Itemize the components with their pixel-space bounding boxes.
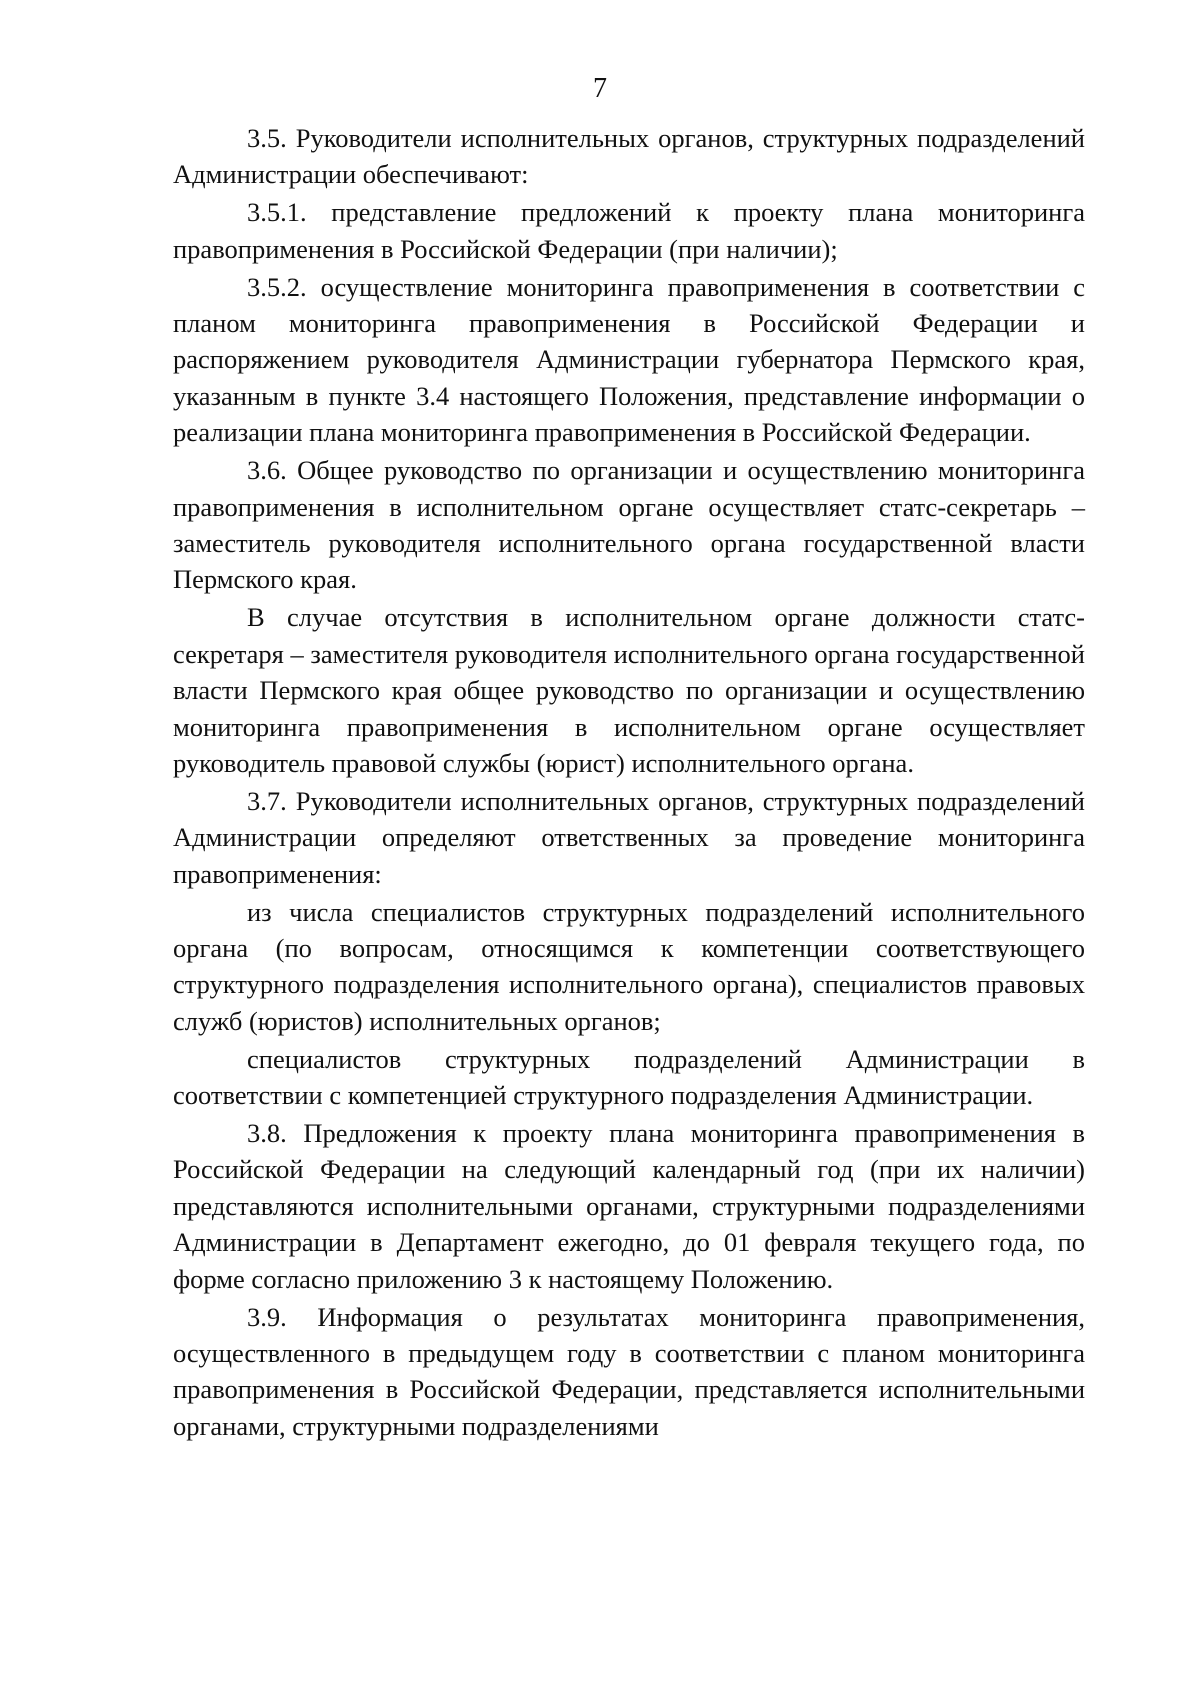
paragraph-3-5: 3.5. Руководители исполнительных органов, структурных подразделений Администрации обеспечивают: (173, 123, 1085, 190)
document-body (173, 120, 1085, 1446)
paragraph-3-5-2: 3.5.2. осуществление мониторинга правоприменения в соответствии с планом мониторинга правоприменения в Российской Федерации и распоряжением руководителя Администрации губернатора Пермского края, указанным в пункте 3.4 настоящего Положения, представление информации о реализации плана мониторинга правоприменения в Российской Федерации. (173, 271, 1085, 448)
paragraph-3-6: 3.6. Общее руководство по организации и осуществлению мониторинга правоприменения в исполнительном органе осуществляет статс-секретарь – заместитель руководителя исполнительного органа государственной власти Пермского края. (173, 455, 1085, 595)
paragraph-3-7: 3.7. Руководители исполнительных органов, структурных подразделений Администрации определяют ответственных за проведение мониторинга правоприменения: (173, 785, 1085, 889)
paragraph-3-7-specialists-executive: из числа специалистов структурных подразделений исполнительного органа (по вопросам, относящимся к компетенции соответствующего структурного подразделения исполнительного органа), специалистов правовых служб (юристов) исполнительных органов; (173, 896, 1085, 1036)
page-number: 7 (593, 73, 607, 104)
paragraph-3-8: 3.8. Предложения к проекту плана мониторинга правоприменения в Российской Федерации на следующий календарный год (при их наличии) представляются исполнительными органами, структурными подразделениями Администрации в Департамент ежегодно, до 01 февраля текущего года, по форме согласно приложению 3 к настоящему Положению. (173, 1117, 1085, 1294)
paragraph-3-9: 3.9. Информация о результатах мониторинга правоприменения, осуществленного в предыдущем году в соответствии с планом мониторинга правоприменения в Российской Федерации, представляется исполнительными органами, структурными подразделениями (173, 1301, 1085, 1441)
paragraph-3-7-specialists-administration: специалистов структурных подразделений Администрации в соответствии с компетенцией структурного подразделения Администрации. (173, 1043, 1085, 1111)
paragraph-3-6-absence: В случае отсутствия в исполнительном органе должности статс-секретаря – заместителя руководителя исполнительного органа государственной власти Пермского края общее руководство по организации и осуществлению мониторинга правоприменения в исполнительном органе осуществляет руководитель правовой службы (юрист) исполнительного органа. (173, 602, 1085, 778)
paragraph-3-5-1: 3.5.1. представление предложений к проекту плана мониторинга правоприменения в Российской Федерации (при наличии); (173, 197, 1085, 264)
